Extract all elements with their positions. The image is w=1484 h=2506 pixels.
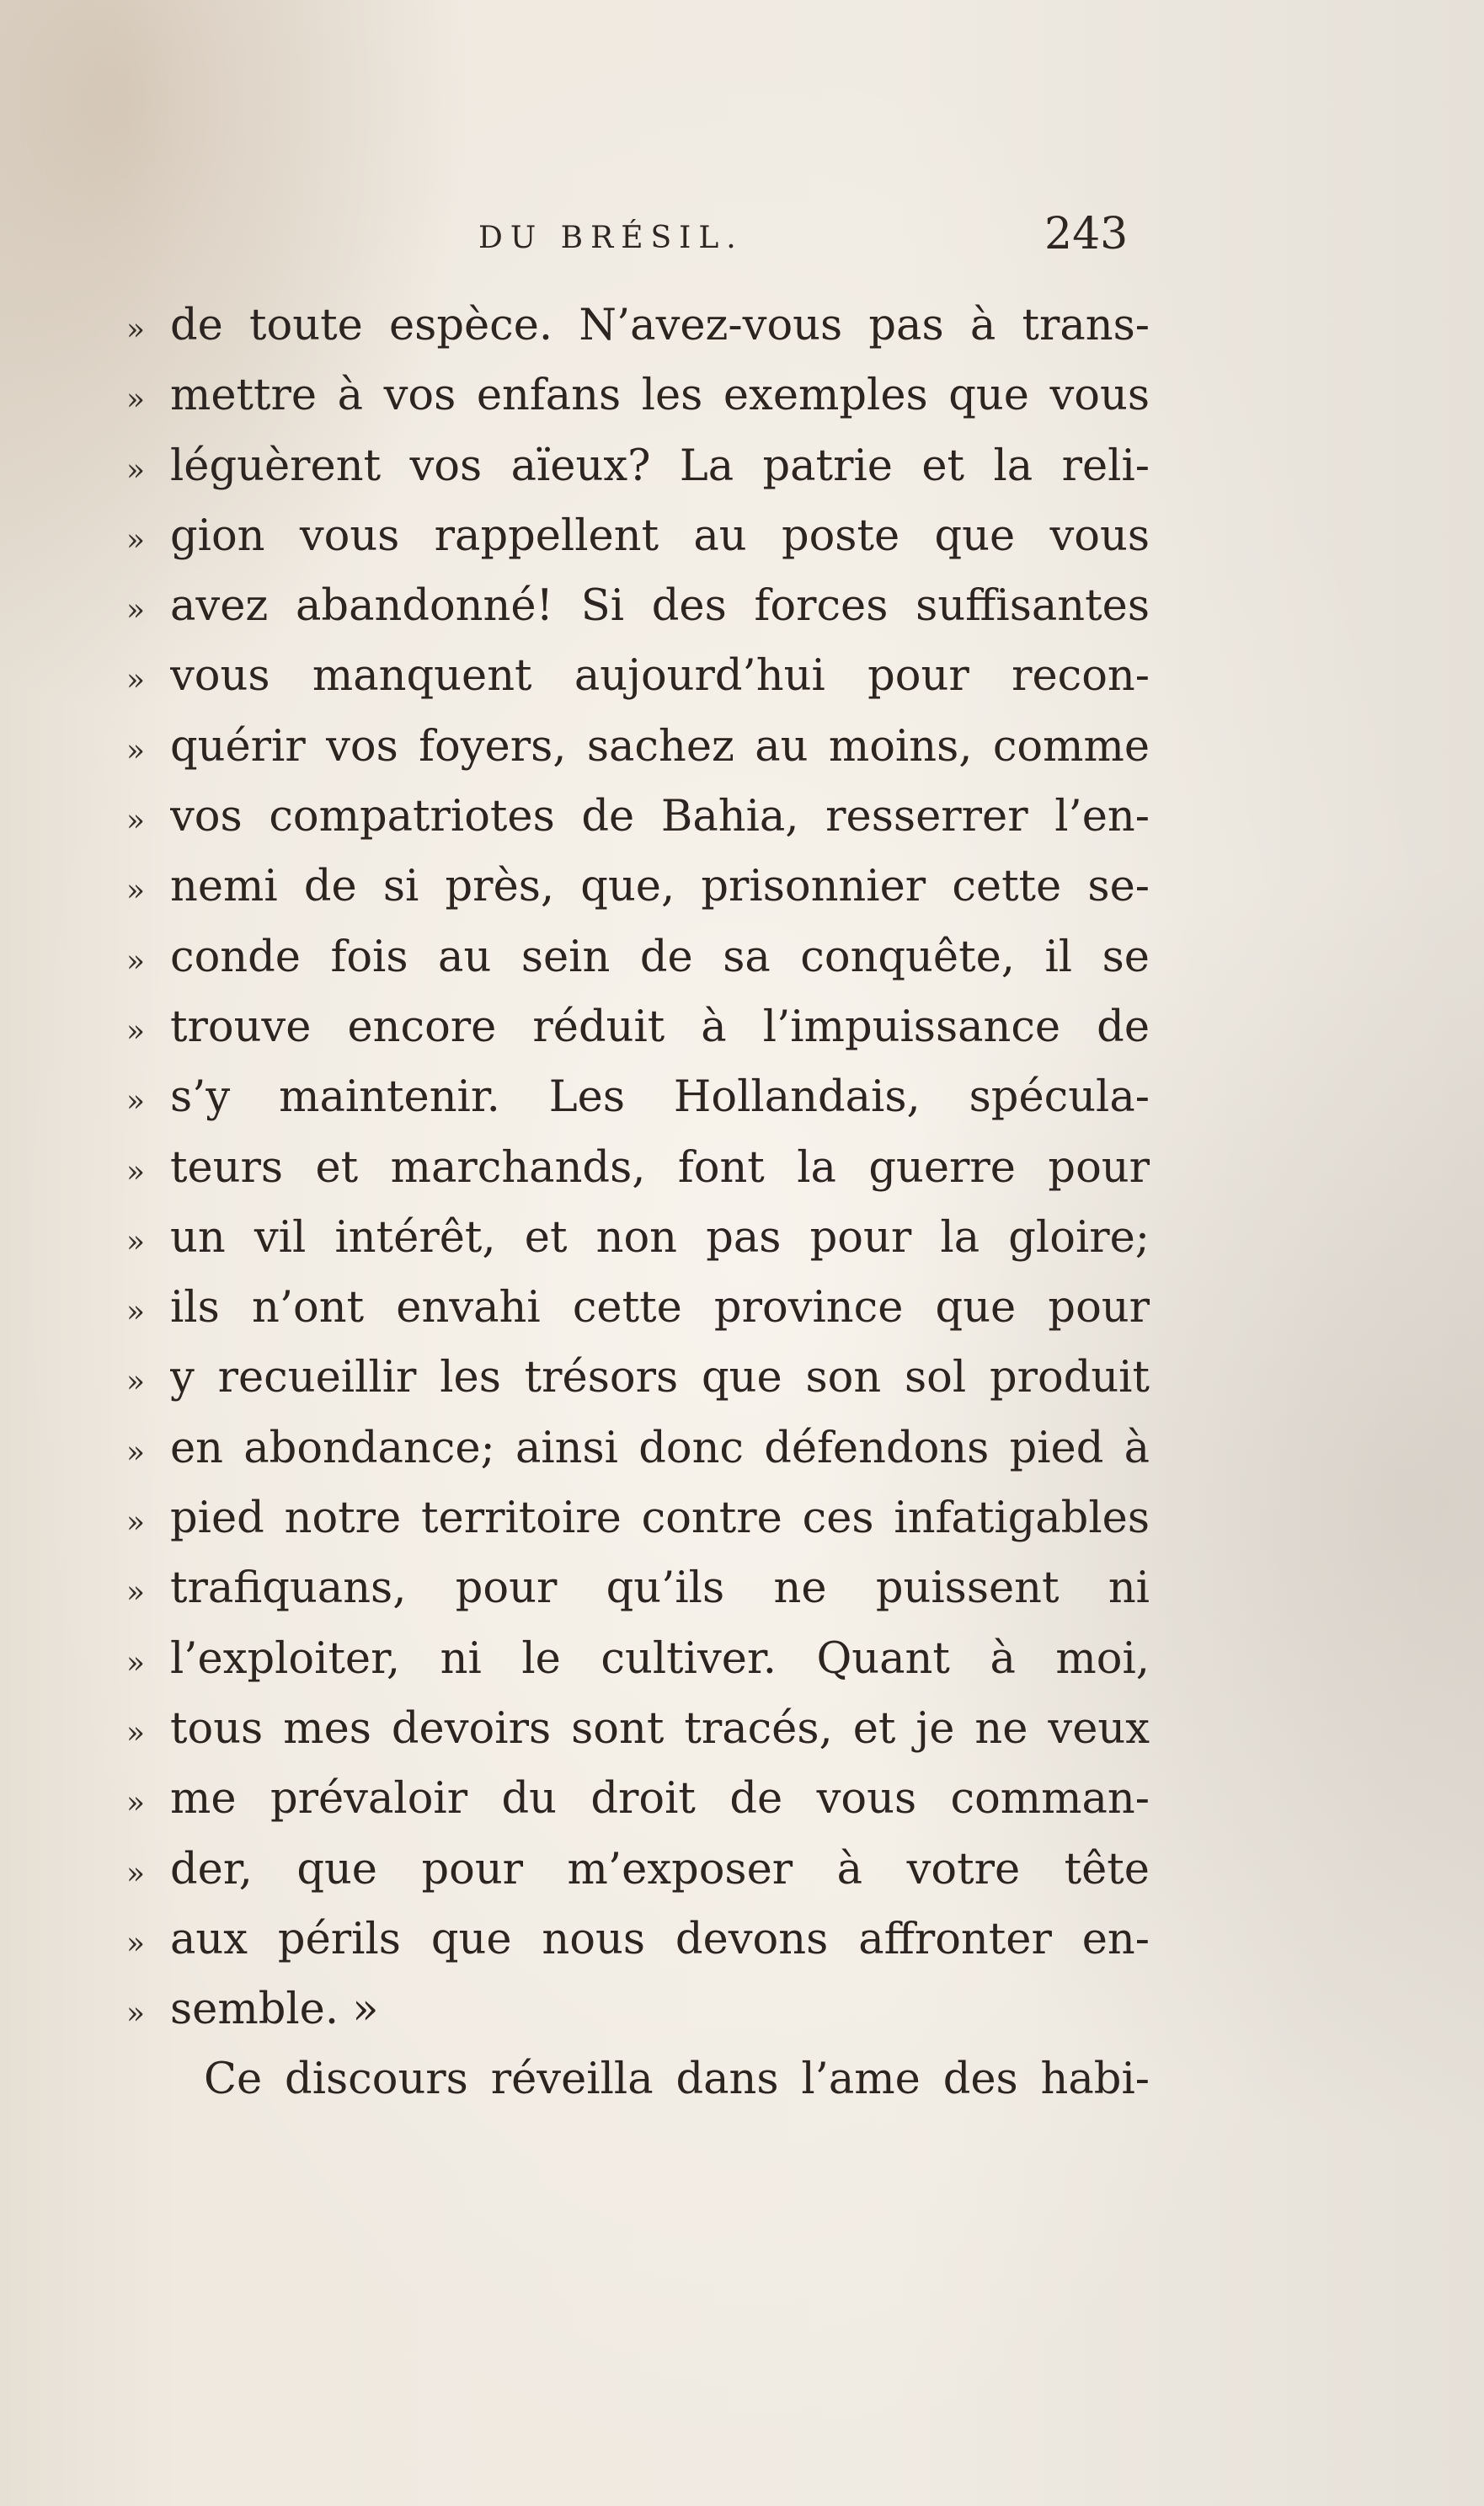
- line-text: avez abandonné! Si des forces suffisantes: [170, 581, 1150, 632]
- quote-mark: »: [126, 1013, 146, 1049]
- quote-mark: »: [126, 1505, 146, 1541]
- text-line: [126, 1624, 1150, 1694]
- text-line: [126, 641, 1150, 711]
- body-text: [126, 291, 1150, 2115]
- text-line: [126, 1835, 1150, 1905]
- quote-mark: »: [126, 1154, 146, 1189]
- line-text: trafiquans, pour qu’ils ne puissent ni: [170, 1563, 1150, 1614]
- text-line: [126, 1905, 1150, 1974]
- quote-mark: »: [126, 452, 146, 488]
- line-text: quérir vos foyers, sachez au moins, comme: [170, 721, 1150, 772]
- line-text: de toute espèce. N’avez-vous pas à trans-: [170, 301, 1150, 350]
- text-line: [126, 1273, 1150, 1343]
- line-text: gion vous rappellent au poste que vous: [170, 510, 1150, 561]
- paragraph-first-line: [126, 2044, 1150, 2114]
- text-line: [126, 1483, 1150, 1553]
- line-text: der, que pour m’exposer à votre tête: [170, 1844, 1150, 1894]
- quote-mark: »: [126, 1996, 146, 2032]
- quote-mark: »: [126, 943, 146, 979]
- quote-mark: »: [126, 1435, 146, 1470]
- line-text: Ce discours réveilla dans l’ame des habi-: [204, 2054, 1150, 2105]
- line-text: nemi de si près, que, prisonnier cette se-: [170, 862, 1150, 912]
- text-line: [126, 1413, 1150, 1483]
- line-text: en abondance; ainsi donc défendons pied à: [170, 1423, 1150, 1473]
- line-text: mettre à vos enfans les exemples que vous: [170, 371, 1150, 421]
- line-text: pied notre territoire contre ces infatigables: [170, 1493, 1150, 1544]
- quote-mark: »: [126, 1575, 146, 1611]
- quote-mark: »: [126, 1926, 146, 1961]
- quote-mark: »: [126, 1365, 146, 1400]
- quote-mark: »: [126, 1224, 146, 1259]
- text-line: [126, 361, 1150, 430]
- text-line: [126, 1974, 1150, 2044]
- text-line: [126, 1203, 1150, 1273]
- line-text: me prévaloir du droit de vous comman-: [170, 1774, 1150, 1825]
- page-header: [0, 209, 1484, 276]
- line-text: vous manquent aujourd’hui pour recon-: [170, 651, 1150, 702]
- text-line: [126, 1694, 1150, 1764]
- quote-mark: »: [126, 874, 146, 909]
- quote-mark: »: [126, 1786, 146, 1821]
- text-line: [126, 1062, 1150, 1132]
- line-text: tous mes devoirs sont tracés, et je ne veux: [170, 1703, 1150, 1754]
- text-line: [126, 1133, 1150, 1203]
- text-line: [126, 571, 1150, 641]
- line-text: vos compatriotes de Bahia, resserrer l’en-: [170, 792, 1150, 842]
- text-line: [126, 1553, 1150, 1623]
- text-line: [126, 1764, 1150, 1834]
- line-text: trouve encore réduit à l’impuissance de: [170, 1002, 1150, 1052]
- quote-mark: »: [126, 733, 146, 768]
- line-text: y recueillir les trésors que son sol produit: [170, 1353, 1150, 1403]
- line-text: conde fois au sein de sa conquête, il se: [170, 932, 1150, 982]
- text-line: [126, 852, 1150, 922]
- quote-mark: »: [126, 1645, 146, 1680]
- text-line: [126, 782, 1150, 852]
- quote-mark: »: [126, 522, 146, 558]
- quote-mark: »: [126, 382, 146, 418]
- line-text: teurs et marchands, font la guerre pour: [170, 1142, 1150, 1193]
- text-line: [126, 291, 1150, 361]
- quote-mark: »: [126, 1715, 146, 1750]
- quote-mark: »: [126, 1295, 146, 1330]
- quote-mark: »: [126, 1084, 146, 1119]
- text-line: [126, 922, 1150, 992]
- line-text: ils n’ont envahi cette province que pour: [170, 1283, 1150, 1333]
- text-line: [126, 431, 1150, 501]
- quote-mark: »: [126, 804, 146, 839]
- text-line: [126, 1343, 1150, 1413]
- line-text: léguèrent vos aïeux? La patrie et la reli-: [170, 441, 1150, 491]
- quote-mark: »: [126, 313, 146, 347]
- text-line: [126, 501, 1150, 571]
- page-number: 243: [1044, 209, 1129, 259]
- line-text: semble. »: [170, 1985, 379, 2035]
- quote-mark: »: [126, 663, 146, 698]
- line-text: l’exploiter, ni le cultiver. Quant à moi,: [170, 1633, 1150, 1684]
- quote-mark: »: [126, 593, 146, 628]
- text-line: [126, 992, 1150, 1062]
- quote-mark: »: [126, 1856, 146, 1891]
- running-title: DU BRÉSIL.: [478, 221, 744, 255]
- text-line: [126, 712, 1150, 782]
- line-text: aux périls que nous devons affronter en-: [170, 1914, 1150, 1964]
- line-text: s’y maintenir. Les Hollandais, spécula-: [170, 1072, 1150, 1123]
- line-text: un vil intérêt, et non pas pour la gloire;: [170, 1212, 1150, 1263]
